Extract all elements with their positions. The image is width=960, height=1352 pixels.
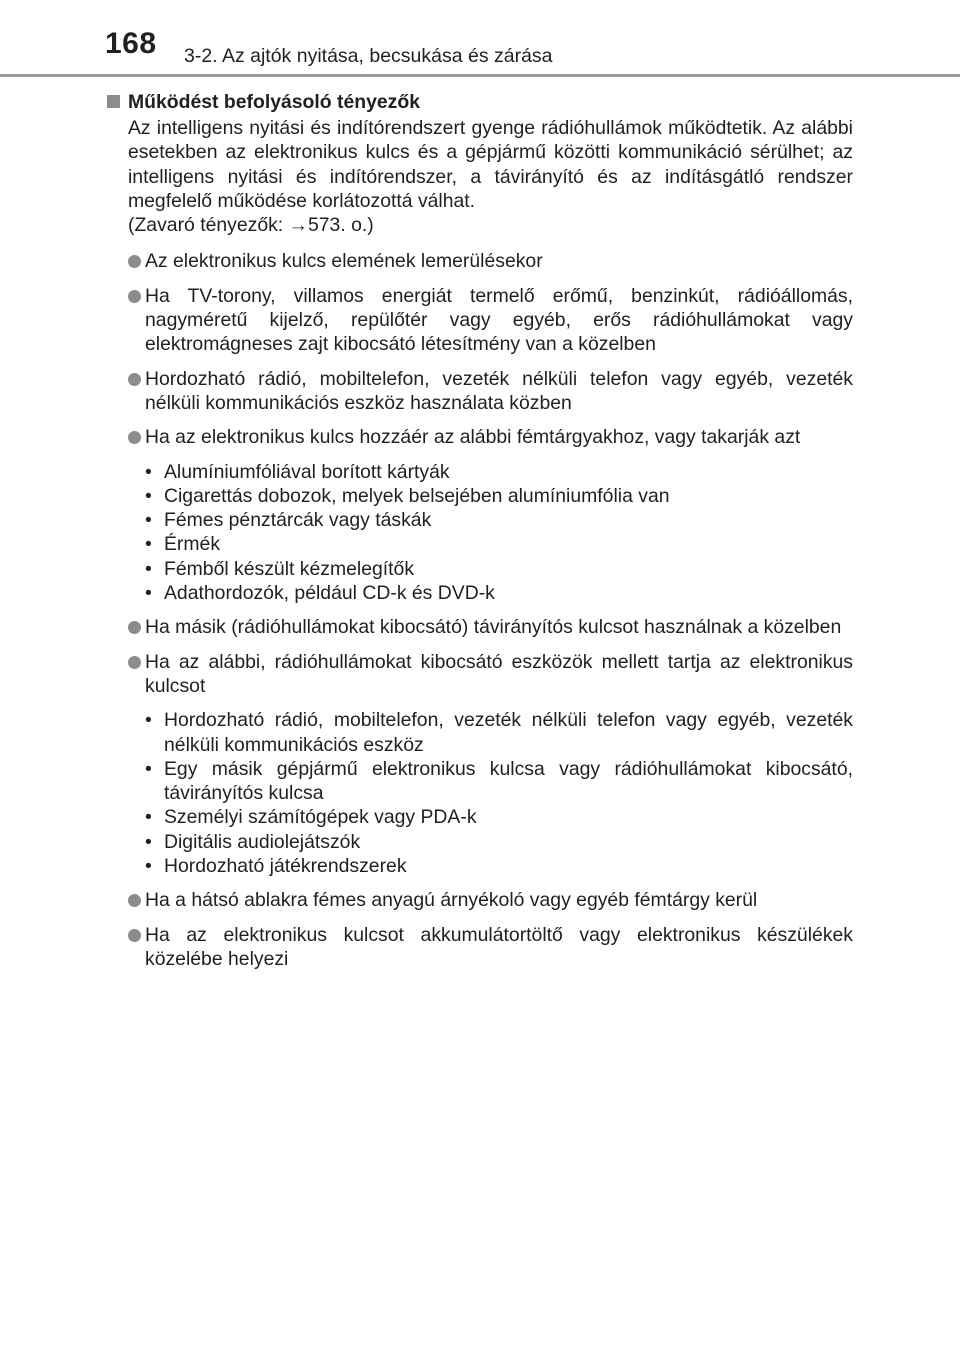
round-bullet-icon — [128, 656, 141, 669]
sub-list-item — [145, 854, 853, 878]
page-header — [0, 0, 960, 80]
list-item-text: Ha TV-torony, villamos energiát termelő erőmű, benzinkút, rádióállomás, nagyméretű kijelző, repülőtér vagy egyéb, erős rádióhullámokat vagy elektromágneses zajt kibocsátó létesítmény van a közelben — [145, 284, 853, 356]
sub-list-item-text: Személyi számítógépek vagy PDA-k — [164, 806, 477, 829]
page-content — [107, 90, 853, 971]
sub-bullet-icon: • — [145, 806, 152, 829]
sub-list-item-text: Alumíniumfóliával borított kártyák — [164, 460, 450, 483]
round-bullet-icon — [128, 894, 141, 907]
sub-list-item — [145, 757, 853, 806]
round-bullet-icon — [128, 373, 141, 386]
sub-bullet-icon: • — [145, 709, 152, 732]
sub-bullet-icon: • — [145, 855, 152, 878]
list-item — [128, 615, 853, 639]
sub-list-item-text: Adathordozók, például CD-k és DVD-k — [164, 582, 495, 605]
sub-list-item-text: Hordozható rádió, mobiltelefon, vezeték nélküli telefon vagy egyéb, vezeték nélküli kommunikációs eszköz — [164, 709, 853, 756]
round-bullet-icon — [128, 431, 141, 444]
list-item — [128, 367, 853, 416]
list-item — [128, 284, 853, 357]
list-item-text: Ha másik (rádióhullámokat kibocsátó) távirányítós kulcsot használnak a közelben — [145, 616, 842, 639]
intro-paragraph — [128, 116, 853, 237]
sub-bullet-icon: • — [145, 557, 152, 580]
sub-bullet-icon: • — [145, 757, 152, 780]
sub-list-item — [145, 508, 853, 532]
list-item — [128, 425, 853, 449]
sub-list-item — [145, 460, 853, 484]
list-item-text: Ha a hátsó ablakra fémes anyagú árnyékoló vagy egyéb fémtárgy kerül — [145, 889, 758, 912]
sub-bullet-icon: • — [145, 582, 152, 605]
sub-bullet-icon: • — [145, 830, 152, 853]
header-divider — [0, 74, 960, 77]
sub-bullet-icon: • — [145, 484, 152, 507]
square-bullet-icon — [107, 95, 120, 108]
sub-list-item — [145, 484, 853, 508]
list-item — [128, 923, 853, 972]
sub-list-item-text: Hordozható játékrendszerek — [164, 855, 407, 878]
sub-list-item-text: Digitális audiolejátszók — [164, 830, 361, 853]
section-heading-text: Működést befolyásoló tényezők — [128, 91, 420, 113]
round-bullet-icon — [128, 621, 141, 634]
round-bullet-icon — [128, 929, 141, 942]
list-item — [128, 888, 853, 912]
sub-list-item — [145, 532, 853, 556]
sub-list-item — [145, 581, 853, 605]
sub-list-item — [145, 557, 853, 581]
sub-list-item-text: Fémből készült kézmelegítők — [164, 557, 415, 580]
list-item-text: Ha az elektronikus kulcsot akkumulátortöltő vagy elektronikus készülékek közelébe helyezi — [145, 923, 853, 970]
list-item-text: Az elektronikus kulcs elemének lemerülésekor — [145, 250, 543, 273]
sub-list — [145, 708, 853, 878]
intro-reference: (Zavaró tényezők: →573. o.) — [128, 214, 374, 237]
list-item — [128, 249, 853, 273]
page-number: 168 — [105, 27, 157, 60]
section-heading — [107, 90, 853, 116]
list-item-text: Hordozható rádió, mobiltelefon, vezeték nélküli telefon vagy egyéb, vezeték nélküli kommunikációs eszköz használata közben — [145, 367, 853, 414]
round-bullet-icon — [128, 290, 141, 303]
sub-list — [145, 460, 853, 606]
sub-list-item — [145, 708, 853, 757]
sub-bullet-icon: • — [145, 533, 152, 556]
sub-list-item — [145, 830, 853, 854]
sub-bullet-icon: • — [145, 509, 152, 532]
list-item-text: Ha az elektronikus kulcs hozzáér az alábbi fémtárgyakhoz, vagy takarják azt — [145, 426, 801, 449]
intro-text: Az intelligens nyitási és indítórendszert gyenge rádióhullámok működtetik. Az alábbi esetekben az elektronikus kulcs és a gépjármű közötti kommunikáció sérülhet; az intelligens nyitási és indítórendszer, a távirányító és az indításgátló rendszer megfelelő működése korlátozottá válhat. — [128, 117, 853, 212]
sub-list-item-text: Cigarettás dobozok, melyek belsejében alumíniumfólia van — [164, 484, 670, 507]
list-item — [128, 650, 853, 699]
sub-list-item-text: Egy másik gépjármű elektronikus kulcsa vagy rádióhullámokat kibocsátó, távirányítós kulcsa — [164, 757, 853, 805]
bullet-list — [107, 249, 853, 971]
list-item-text: Ha az alábbi, rádióhullámokat kibocsátó eszközök mellett tartja az elektronikus kulcsot — [145, 650, 853, 697]
chapter-title: 3-2. Az ajtók nyitása, becsukása és zárása — [184, 45, 553, 67]
sub-list-item-text: Érmék — [164, 533, 221, 556]
sub-list-item-text: Fémes pénztárcák vagy táskák — [164, 509, 432, 532]
sub-bullet-icon: • — [145, 460, 152, 483]
sub-list-item — [145, 805, 853, 829]
round-bullet-icon — [128, 255, 141, 268]
